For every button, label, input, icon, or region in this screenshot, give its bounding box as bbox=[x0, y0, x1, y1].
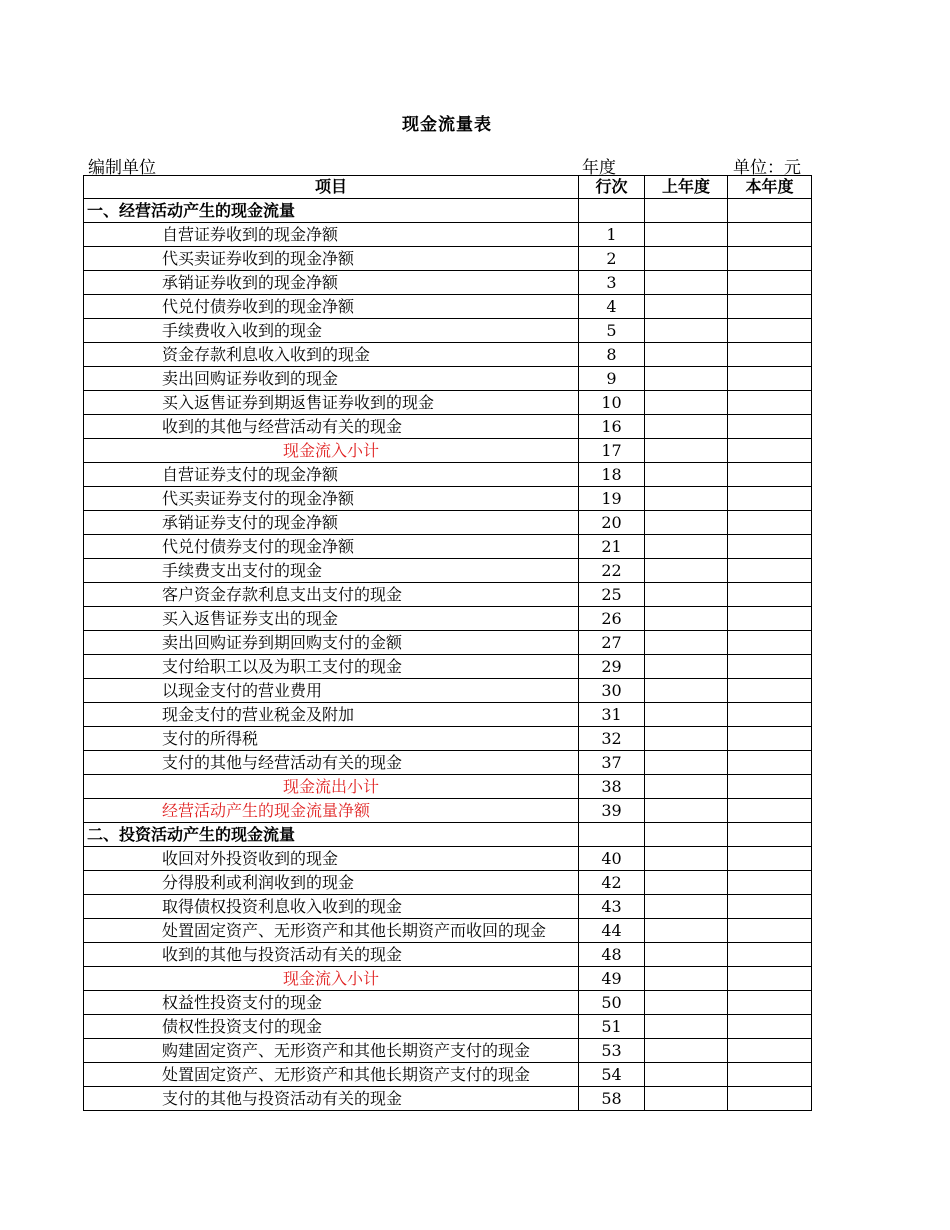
this-year-cell[interactable] bbox=[728, 895, 812, 919]
row-number: 20 bbox=[579, 511, 645, 535]
this-year-cell[interactable] bbox=[728, 559, 812, 583]
row-label: 权益性投资支付的现金 bbox=[84, 991, 579, 1015]
table-row bbox=[84, 1063, 812, 1087]
table-row bbox=[84, 463, 812, 487]
row-label: 资金存款利息收入收到的现金 bbox=[84, 343, 579, 367]
row-number: 9 bbox=[579, 367, 645, 391]
row-number: 5 bbox=[579, 319, 645, 343]
prev-year-cell[interactable] bbox=[645, 631, 728, 655]
table-row bbox=[84, 967, 812, 991]
this-year-cell[interactable] bbox=[728, 967, 812, 991]
row-number: 53 bbox=[579, 1039, 645, 1063]
subtotal-label: 现金流入小计 bbox=[84, 967, 579, 991]
row-label: 买入返售证券到期返售证券收到的现金 bbox=[84, 391, 579, 415]
table-row bbox=[84, 439, 812, 463]
header-row-no: 行次 bbox=[579, 176, 645, 199]
this-year-cell[interactable] bbox=[728, 1015, 812, 1039]
prev-year-cell[interactable] bbox=[645, 271, 728, 295]
row-number: 17 bbox=[579, 439, 645, 463]
table-row bbox=[84, 1015, 812, 1039]
row-number: 54 bbox=[579, 1063, 645, 1087]
prev-year-cell[interactable] bbox=[645, 823, 728, 847]
this-year-cell[interactable] bbox=[728, 655, 812, 679]
prev-year-cell[interactable] bbox=[645, 727, 728, 751]
prev-year-cell[interactable] bbox=[645, 775, 728, 799]
row-label: 代兑付债券支付的现金净额 bbox=[84, 535, 579, 559]
this-year-cell[interactable] bbox=[728, 511, 812, 535]
table-row bbox=[84, 823, 812, 847]
row-label: 经营活动产生的现金流量净额 bbox=[84, 799, 579, 823]
table-row bbox=[84, 511, 812, 535]
table-row bbox=[84, 535, 812, 559]
row-number: 21 bbox=[579, 535, 645, 559]
this-year-cell[interactable] bbox=[728, 703, 812, 727]
row-label: 代买卖证券收到的现金净额 bbox=[84, 247, 579, 271]
row-number: 30 bbox=[579, 679, 645, 703]
table-row bbox=[84, 607, 812, 631]
row-number: 58 bbox=[579, 1087, 645, 1111]
this-year-cell[interactable] bbox=[728, 1087, 812, 1111]
table-row bbox=[84, 295, 812, 319]
this-year-cell[interactable] bbox=[728, 223, 812, 247]
prev-year-cell[interactable] bbox=[645, 295, 728, 319]
this-year-cell[interactable] bbox=[728, 1039, 812, 1063]
row-number: 26 bbox=[579, 607, 645, 631]
row-label: 买入返售证券支出的现金 bbox=[84, 607, 579, 631]
prev-year-cell[interactable] bbox=[645, 223, 728, 247]
prev-year-cell[interactable] bbox=[645, 895, 728, 919]
section-heading: 一、经营活动产生的现金流量 bbox=[84, 199, 579, 223]
row-number: 42 bbox=[579, 871, 645, 895]
prev-year-cell[interactable] bbox=[645, 679, 728, 703]
this-year-cell[interactable] bbox=[728, 799, 812, 823]
this-year-cell[interactable] bbox=[728, 679, 812, 703]
row-number: 48 bbox=[579, 943, 645, 967]
this-year-cell[interactable] bbox=[728, 463, 812, 487]
row-number: 38 bbox=[579, 775, 645, 799]
prev-year-cell[interactable] bbox=[645, 751, 728, 775]
table-row bbox=[84, 751, 812, 775]
row-label: 分得股利或利润收到的现金 bbox=[84, 871, 579, 895]
table-row bbox=[84, 223, 812, 247]
prev-year-cell[interactable] bbox=[645, 943, 728, 967]
row-label: 代兑付债券收到的现金净额 bbox=[84, 295, 579, 319]
prev-year-cell[interactable] bbox=[645, 847, 728, 871]
table-row bbox=[84, 391, 812, 415]
row-number: 16 bbox=[579, 415, 645, 439]
table-row bbox=[84, 415, 812, 439]
prev-year-cell[interactable] bbox=[645, 535, 728, 559]
row-number bbox=[579, 823, 645, 847]
row-number: 37 bbox=[579, 751, 645, 775]
row-label: 自营证券收到的现金净额 bbox=[84, 223, 579, 247]
row-number: 39 bbox=[579, 799, 645, 823]
this-year-cell[interactable] bbox=[728, 415, 812, 439]
this-year-cell[interactable] bbox=[728, 391, 812, 415]
prev-year-cell[interactable] bbox=[645, 343, 728, 367]
this-year-cell[interactable] bbox=[728, 199, 812, 223]
row-label: 支付的所得税 bbox=[84, 727, 579, 751]
row-number: 1 bbox=[579, 223, 645, 247]
row-label: 处置固定资产、无形资产和其他长期资产支付的现金 bbox=[84, 1063, 579, 1087]
row-label: 承销证券收到的现金净额 bbox=[84, 271, 579, 295]
row-label: 自营证券支付的现金净额 bbox=[84, 463, 579, 487]
row-label: 代买卖证券支付的现金净额 bbox=[84, 487, 579, 511]
row-number: 18 bbox=[579, 463, 645, 487]
prev-year-cell[interactable] bbox=[645, 319, 728, 343]
this-year-cell[interactable] bbox=[728, 439, 812, 463]
row-number: 40 bbox=[579, 847, 645, 871]
table-row bbox=[84, 775, 812, 799]
table-row bbox=[84, 919, 812, 943]
cash-flow-table bbox=[83, 175, 812, 1111]
table-row bbox=[84, 367, 812, 391]
this-year-cell[interactable] bbox=[728, 343, 812, 367]
table-row bbox=[84, 727, 812, 751]
table-row bbox=[84, 631, 812, 655]
table-row bbox=[84, 799, 812, 823]
row-number: 49 bbox=[579, 967, 645, 991]
this-year-cell[interactable] bbox=[728, 319, 812, 343]
row-label: 手续费收入收到的现金 bbox=[84, 319, 579, 343]
row-number: 22 bbox=[579, 559, 645, 583]
prev-year-cell[interactable] bbox=[645, 967, 728, 991]
prev-year-cell[interactable] bbox=[645, 1039, 728, 1063]
prev-year-cell[interactable] bbox=[645, 559, 728, 583]
preparer-label: 编制单位 bbox=[88, 158, 156, 178]
row-number: 31 bbox=[579, 703, 645, 727]
prev-year-cell[interactable] bbox=[645, 391, 728, 415]
header-item: 项目 bbox=[84, 176, 579, 199]
prev-year-cell[interactable] bbox=[645, 583, 728, 607]
prev-year-cell[interactable] bbox=[645, 703, 728, 727]
row-label: 债权性投资支付的现金 bbox=[84, 1015, 579, 1039]
row-label: 购建固定资产、无形资产和其他长期资产支付的现金 bbox=[84, 1039, 579, 1063]
row-number: 51 bbox=[579, 1015, 645, 1039]
row-label: 客户资金存款利息支出支付的现金 bbox=[84, 583, 579, 607]
subtotal-label: 现金流出小计 bbox=[84, 775, 579, 799]
prev-year-cell[interactable] bbox=[645, 487, 728, 511]
table-body bbox=[84, 199, 812, 1111]
this-year-cell[interactable] bbox=[728, 991, 812, 1015]
row-label: 支付的其他与投资活动有关的现金 bbox=[84, 1087, 579, 1111]
prev-year-cell[interactable] bbox=[645, 1063, 728, 1087]
table-row bbox=[84, 199, 812, 223]
prev-year-cell[interactable] bbox=[645, 799, 728, 823]
row-number: 25 bbox=[579, 583, 645, 607]
prev-year-cell[interactable] bbox=[645, 415, 728, 439]
row-number: 43 bbox=[579, 895, 645, 919]
this-year-cell[interactable] bbox=[728, 583, 812, 607]
this-year-cell[interactable] bbox=[728, 751, 812, 775]
this-year-cell[interactable] bbox=[728, 919, 812, 943]
row-label: 支付给职工以及为职工支付的现金 bbox=[84, 655, 579, 679]
table-row bbox=[84, 583, 812, 607]
this-year-cell[interactable] bbox=[728, 367, 812, 391]
this-year-cell[interactable] bbox=[728, 607, 812, 631]
row-label: 处置固定资产、无形资产和其他长期资产而收回的现金 bbox=[84, 919, 579, 943]
table-row bbox=[84, 1039, 812, 1063]
row-number: 8 bbox=[579, 343, 645, 367]
row-label: 收回对外投资收到的现金 bbox=[84, 847, 579, 871]
table-row bbox=[84, 847, 812, 871]
this-year-cell[interactable] bbox=[728, 1063, 812, 1087]
table-row bbox=[84, 247, 812, 271]
table-row bbox=[84, 487, 812, 511]
header-prev-year: 上年度 bbox=[645, 176, 728, 199]
subtotal-label: 现金流入小计 bbox=[84, 439, 579, 463]
row-number: 44 bbox=[579, 919, 645, 943]
row-number: 29 bbox=[579, 655, 645, 679]
table-header-row bbox=[84, 176, 812, 199]
row-number: 32 bbox=[579, 727, 645, 751]
row-number: 19 bbox=[579, 487, 645, 511]
prev-year-cell[interactable] bbox=[645, 607, 728, 631]
this-year-cell[interactable] bbox=[728, 295, 812, 319]
row-number bbox=[579, 199, 645, 223]
prev-year-cell[interactable] bbox=[645, 991, 728, 1015]
row-number: 10 bbox=[579, 391, 645, 415]
row-label: 卖出回购证券收到的现金 bbox=[84, 367, 579, 391]
table-row bbox=[84, 679, 812, 703]
this-year-cell[interactable] bbox=[728, 775, 812, 799]
page-title: 现金流量表 bbox=[402, 115, 492, 135]
table-row bbox=[84, 943, 812, 967]
table-row bbox=[84, 271, 812, 295]
this-year-cell[interactable] bbox=[728, 871, 812, 895]
prev-year-cell[interactable] bbox=[645, 511, 728, 535]
prev-year-cell[interactable] bbox=[645, 247, 728, 271]
table-row bbox=[84, 895, 812, 919]
this-year-cell[interactable] bbox=[728, 271, 812, 295]
row-number: 27 bbox=[579, 631, 645, 655]
header-this-year: 本年度 bbox=[728, 176, 812, 199]
prev-year-cell[interactable] bbox=[645, 655, 728, 679]
currency-unit-label: 单位：元 bbox=[733, 158, 801, 178]
prev-year-cell[interactable] bbox=[645, 1015, 728, 1039]
prev-year-cell[interactable] bbox=[645, 1087, 728, 1111]
row-label: 卖出回购证券到期回购支付的金额 bbox=[84, 631, 579, 655]
table-row bbox=[84, 559, 812, 583]
table-row bbox=[84, 703, 812, 727]
table-row bbox=[84, 343, 812, 367]
prev-year-cell[interactable] bbox=[645, 439, 728, 463]
row-label: 以现金支付的营业费用 bbox=[84, 679, 579, 703]
prev-year-cell[interactable] bbox=[645, 919, 728, 943]
prev-year-cell[interactable] bbox=[645, 367, 728, 391]
row-number: 3 bbox=[579, 271, 645, 295]
this-year-cell[interactable] bbox=[728, 535, 812, 559]
section-heading: 二、投资活动产生的现金流量 bbox=[84, 823, 579, 847]
prev-year-cell[interactable] bbox=[645, 199, 728, 223]
this-year-cell[interactable] bbox=[728, 847, 812, 871]
this-year-cell[interactable] bbox=[728, 631, 812, 655]
row-number: 4 bbox=[579, 295, 645, 319]
this-year-cell[interactable] bbox=[728, 943, 812, 967]
row-label: 现金支付的营业税金及附加 bbox=[84, 703, 579, 727]
this-year-cell[interactable] bbox=[728, 823, 812, 847]
this-year-cell[interactable] bbox=[728, 247, 812, 271]
table-row bbox=[84, 1087, 812, 1111]
this-year-cell[interactable] bbox=[728, 727, 812, 751]
year-label: 年度 bbox=[582, 158, 616, 178]
this-year-cell[interactable] bbox=[728, 487, 812, 511]
row-number: 50 bbox=[579, 991, 645, 1015]
row-label: 承销证券支付的现金净额 bbox=[84, 511, 579, 535]
row-label: 支付的其他与经营活动有关的现金 bbox=[84, 751, 579, 775]
table-row bbox=[84, 991, 812, 1015]
prev-year-cell[interactable] bbox=[645, 871, 728, 895]
row-label: 取得债权投资利息收入收到的现金 bbox=[84, 895, 579, 919]
row-number: 2 bbox=[579, 247, 645, 271]
table-row bbox=[84, 655, 812, 679]
prev-year-cell[interactable] bbox=[645, 463, 728, 487]
row-label: 手续费支出支付的现金 bbox=[84, 559, 579, 583]
table-row bbox=[84, 871, 812, 895]
table-row bbox=[84, 319, 812, 343]
row-label: 收到的其他与经营活动有关的现金 bbox=[84, 415, 579, 439]
row-label: 收到的其他与投资活动有关的现金 bbox=[84, 943, 579, 967]
